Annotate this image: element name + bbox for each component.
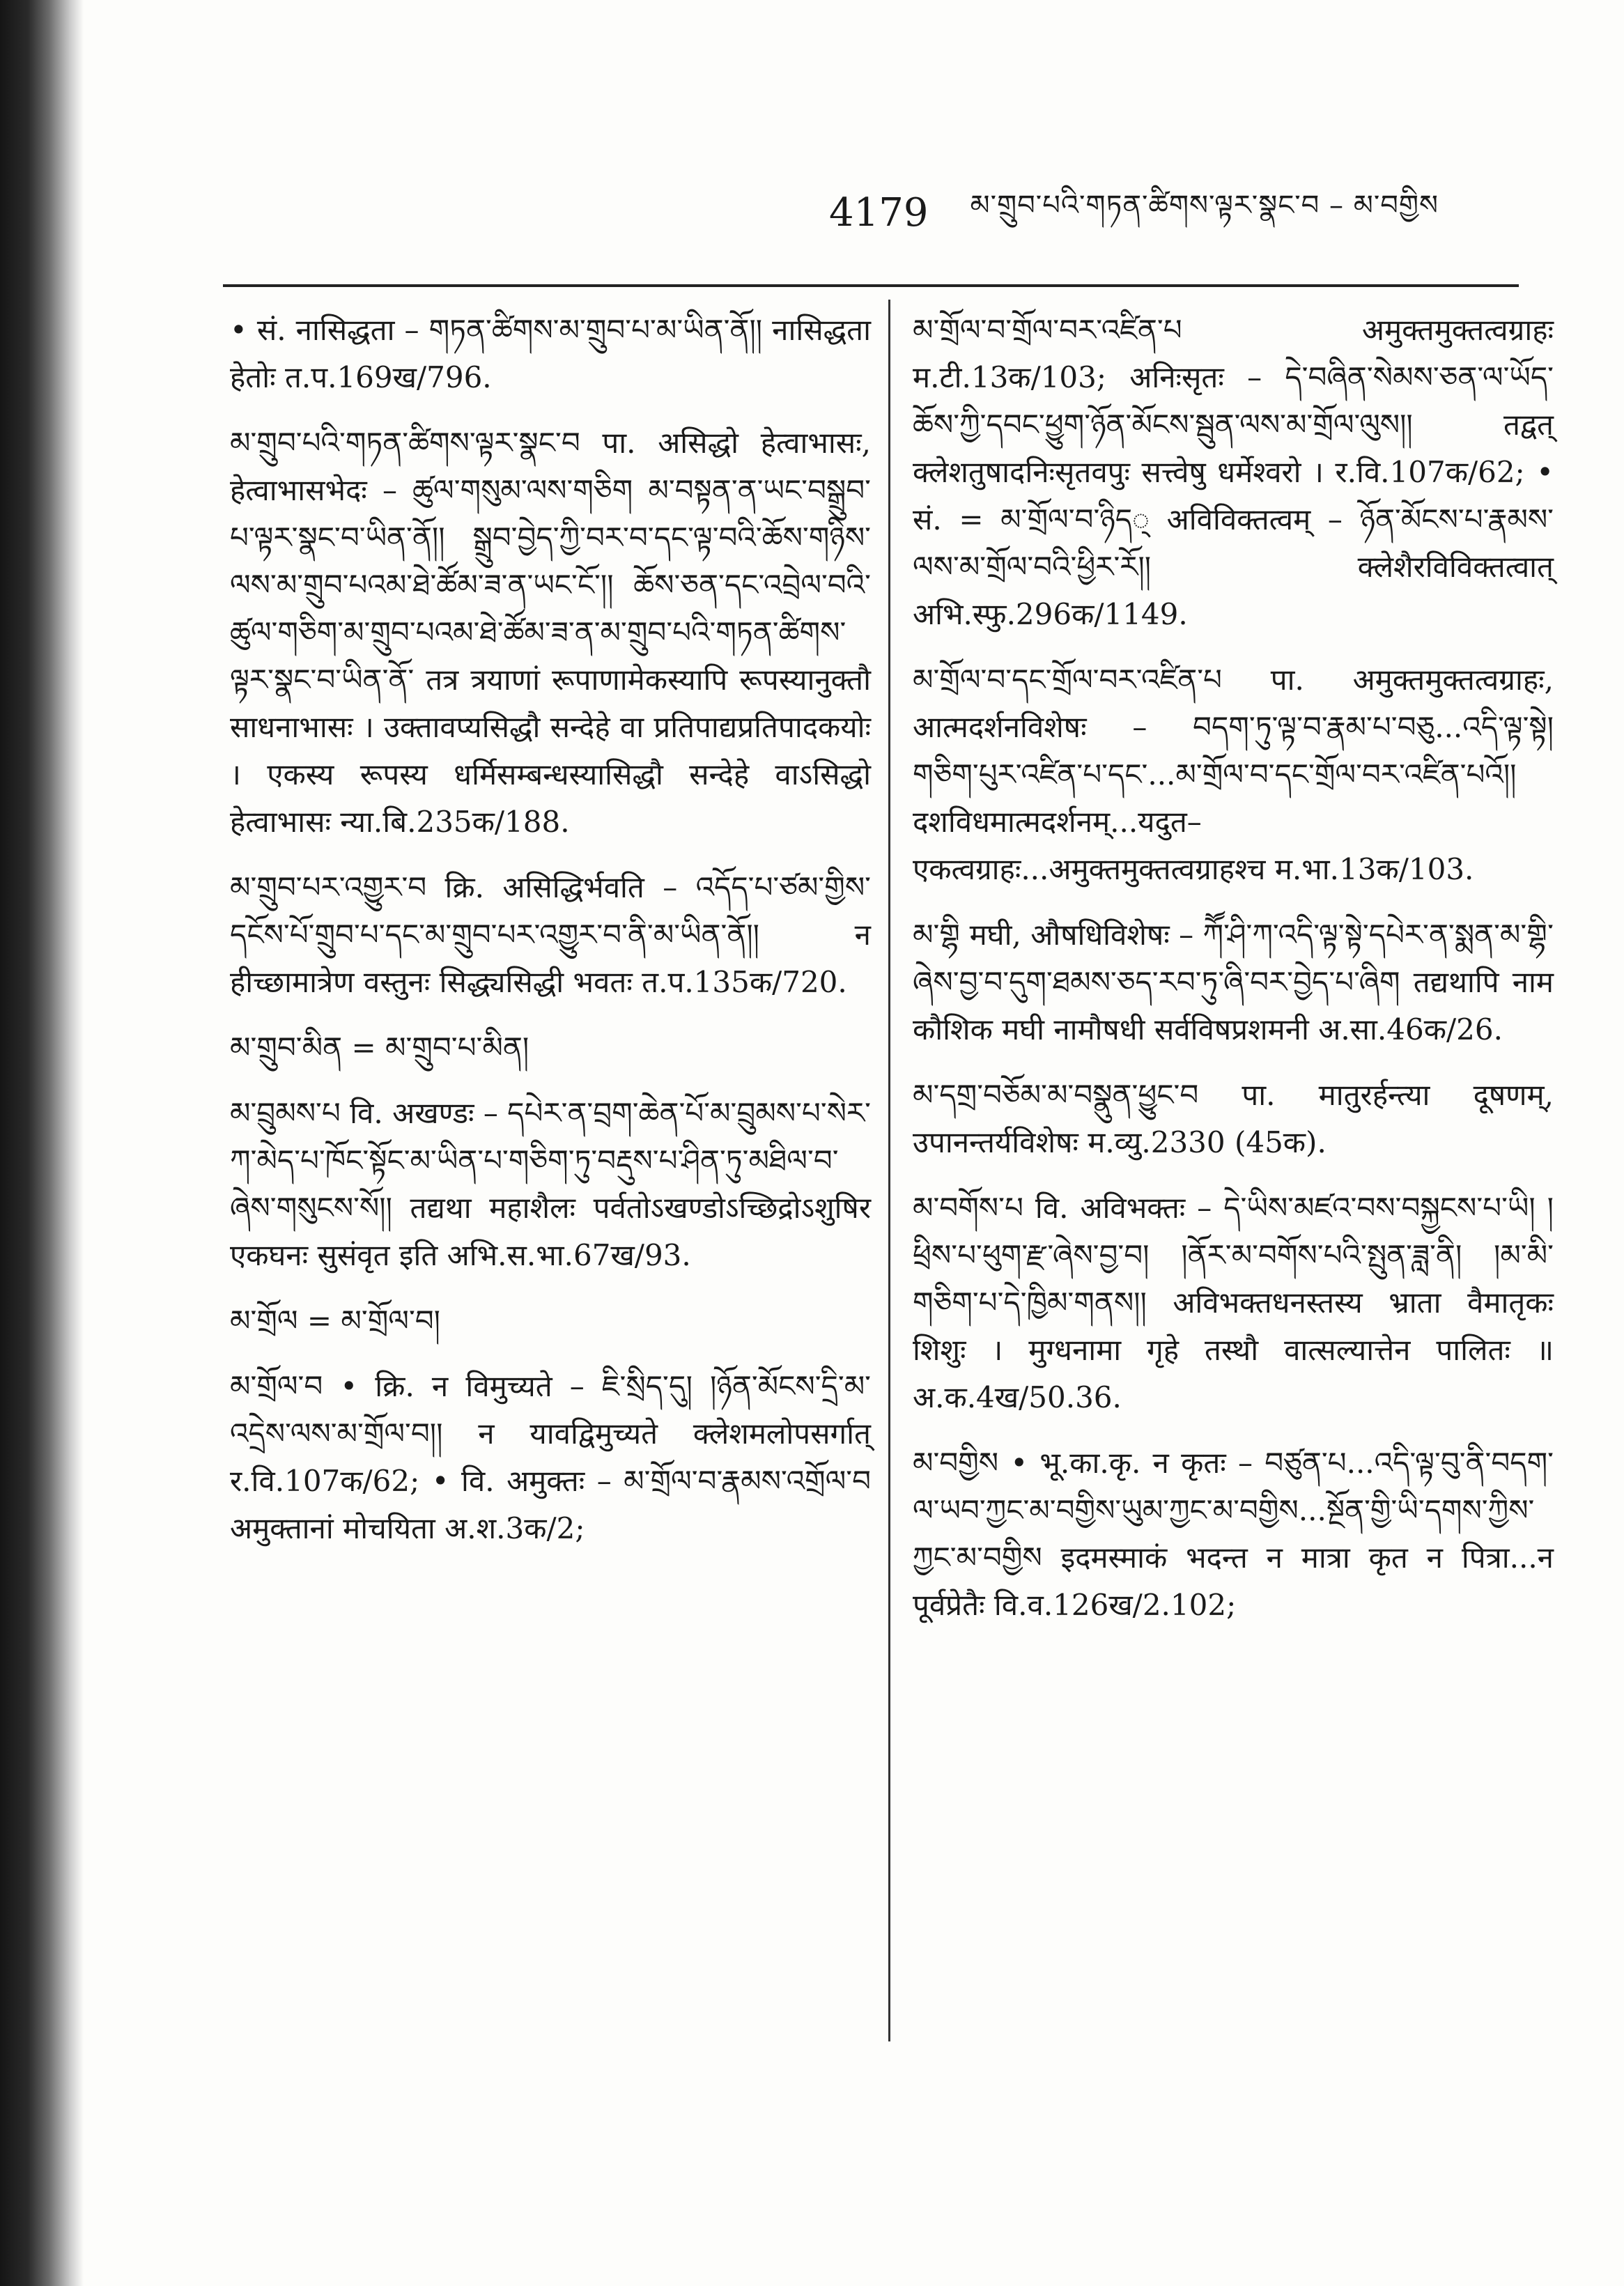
header-rule [223,284,1519,287]
left-column [230,307,871,1570]
entry-text: མ་གྲོལ = མ་གྲོལ་བ། [230,1304,441,1338]
dictionary-entry [230,419,871,846]
entry-text: • सं. नासिद्धता – གཏན་ཚིགས་མ་གྲུབ་པ་མ་ཡིན་ནོ།། नासिद्धता हेतोः त.प.169ख/796. [230,313,871,394]
right-column [913,307,1554,1647]
entry-text: མ་གྲུབ་པའི་གཏན་ཚིགས་ལྟར་སྣང་བ पा. असिद्धो हेत्वाभासः, हेत्वाभासभेदः – ཚུལ་གསུམ་ལས་གཅིག མ་བསྟན་ན་ཡང་བསྒྲུབ་པ་ལྟར་སྣང་བ་ཡིན་ནོ།། སྒྲུབ་བྱེད་ཀྱི་བར་བ་དང་ལྟ་བའི་ཆོས་གཉིས་ལས་མ་གྲུབ་པའམ་ཐེ་ཚོམ་ཟ་ན་ཡང་ངོ་།། ཆོས་ཅན་དང་འབྲེལ་བའི་ཚུལ་གཅིག་མ་གྲུབ་པའམ་ཐེ་ཚོམ་ཟ་ན་མ་གྲུབ་པའི་གཏན་ཚིགས་ལྟར་སྣང་བ་ཡིན་ནོ་ तत्र त्रयाणां रूपाणामेकस्यापि रूपस्यानुक्तौ साधनाभासः । उक्तावप्यसिद्धौ सन्देहे वा प्रतिपाद्यप्रतिपादकयोः । एकस्य रूपस्य धर्मिसम्बन्धस्यासिद्धौ सन्देहे वाऽसिद्धो हेत्वाभासः न्या.बि.235क/188. [230,426,871,839]
book-binding-edge [0,0,84,2286]
entry-text: མ་དགྲ་བཅོམ་མ་བསྣུན་ཕྱུང་བ पा. मातुरर्हन्त्या दूषणम्, उपानन्तर्यविशेषः म.व्यु.2330 (45क). [913,1078,1554,1159]
entry-text: མ་གྲུབ་པར་འགྱུར་བ क्रि. असिद्धिर्भवति – འདོད་པ་ཙམ་གྱིས་དངོས་པོ་གྲུབ་པ་དང་མ་གྲུབ་པར་འགྱུར་བ་ནི་མ་ཡིན་ནོ།། न हीच्छामात्रेण वस्तुनः सिद्ध्यसिद्धी भवतः त.प.135क/720. [230,870,871,999]
dictionary-entry [230,1024,871,1072]
dictionary-entry [913,307,1554,638]
dictionary-entry [230,1297,871,1345]
dictionary-entry [913,1072,1554,1166]
entry-text: མ་གྲོལ་བ་གྲོལ་བར་འཛིན་པ अमुक्तमुक्तत्वग्राहः म.टी.13क/103; अनिःसृतः – དེ་བཞིན་སེམས་ཅན་ལ་ཡོད་ཆོས་ཀྱི་དབང་ཕྱུག་ཉོན་མོངས་སྦུན་ལས་མ་གྲོལ་ལུས།། तद्वत् क्लेशतुषादनिःसृतवपुः सत्त्वेषु धर्मेश्वरो । र.वि.107क/62; • सं. = མ་གྲོལ་བ་ཉིད् अविविक्तत्वम् – ཉོན་མོངས་པ་རྣམས་ལས་མ་གྲོལ་བའི་ཕྱིར་རོ།། क्लेशैरविविक्तत्वात् अभि.स्फु.296क/1149. [913,313,1554,631]
dictionary-entry [230,1090,871,1279]
dictionary-entry [230,1363,871,1552]
dictionary-entry [913,1439,1554,1629]
page-header [829,174,1540,251]
entry-text: མ་བགྱིས • भू.का.कृ. न कृतः – བཙུན་པ...འདི་ལྟ་བུ་ནི་བདག་ལ་ཡབ་ཀྱང་མ་བགྱིས་ཡུམ་ཀྱང་མ་བགྱིས...སྔོན་གྱི་ཡི་དགས་ཀྱིས་ཀྱང་མ་བགྱིས इदमस्माकं भदन्त न मात्रा कृत न पित्रा...न पूर्वप्रेतैः वि.व.126ख/2.102; [913,1446,1554,1622]
entry-text: མ་གྲོལ་བ • क्रि. न विमुच्यते – ཇི་སྲིད་དུ། །ཉོན་མོངས་དྲི་མ་འདྲེས་ལས་མ་གྲོལ་བ།། न यावद्विमुच्यते क्लेशमलोपसर्गात् र.वि.107क/62; • वि. अमुक्तः – མ་གྲོལ་བ་རྣམས་འགྲོལ་བ अमुक्तानां मोचयिता अ.श.3क/2; [230,1369,871,1545]
dictionary-entry [230,307,871,401]
dictionary-entry [230,864,871,1006]
dictionary-entry [913,656,1554,893]
dictionary-entry [913,1184,1554,1421]
running-head: མ་གྲུབ་པའི་གཏན་ཚིགས་ལྟར་སྣང་བ – མ་བགྱིས [970,189,1439,222]
dictionary-entry [913,911,1554,1053]
column-divider [888,300,890,2041]
entry-text: མ་གྲོལ་བ་དང་གྲོལ་བར་འཛིན་པ पा. अमुक्तमुक्तत्वग्राहः, आत्मदर्शनविशेषः – བདག་ཏུ་ལྟ་བ་རྣམ་པ་བཅུ...འདི་ལྟ་སྟེ། གཅིག་པུར་འཛིན་པ་དང་...མ་གྲོལ་བ་དང་གྲོལ་བར་འཛིན་པའོ།། दशविधमात्मदर्शनम्...यदुत–एकत्वग्राहः...अमुक्तमुक्तत्वग्राहश्च म.भा.13क/103. [913,663,1554,886]
page-number: 4179 [829,190,929,235]
entry-text: མ་གྷི मघी, औषधिविशेषः – ཀཽ་ཤི་ཀ་འདི་ལྟ་སྟེ་དཔེར་ན་སྨན་མ་གྷི་ཞེས་བྱ་བ་དུག་ཐམས་ཅད་རབ་ཏུ་ཞི་བར་བྱེད་པ་ཞིག तद्यथापि नाम कौशिक मघी नामौषधी सर्वविषप्रशमनी अ.सा.46क/26. [913,918,1554,1047]
entry-text: མ་གྲུབ་མིན = མ་གྲུབ་པ་མིན། [230,1030,529,1065]
entry-text: མ་བགོས་པ वि. अविभक्तः – དེ་ཡིས་མཛའ་བས་བསྐྱངས་པ་ཡི། །ཕྲིས་པ་ཕུག་རྫ་ཞེས་བྱ་བ། །ནོར་མ་བགོས་པའི་སྤུན་ཟླ་ནི། །མ་མི་གཅིག་པ་དེ་ཁྱིམ་གནས།། अविभक्तधनस्तस्य भ्राता वैमातृकः शिशुः । मुग्धनामा गृहे तस्थौ वात्सल्यात्तेन पालितः ॥ अ.क.4ख/50.36. [913,1191,1554,1414]
entry-text: མ་བྲུམས་པ वि. अखण्डः – དཔེར་ན་བྲག་ཆེན་པོ་མ་བྲུམས་པ་སེར་ཀ་མེད་པ་ཁོང་སྟོང་མ་ཡིན་པ་གཅིག་ཏུ་བརྡུས་པ་ཤིན་ཏུ་མཐིལ་བ་ཞེས་གསུངས་སོ།། तद्यथा महाशैलः पर्वतोऽखण्डोऽच्छिद्रोऽशुषिर एकघनः सुसंवृत इति अभि.स.भा.67ख/93. [230,1096,871,1272]
